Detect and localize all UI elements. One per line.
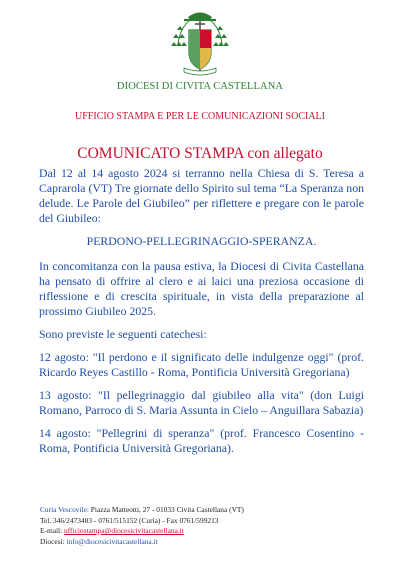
paragraph-day-12: 12 agosto: "Il perdono e il significato delle indulgenze oggi" (prof. Ricardo Reyes Castillo - Roma, Pontificia Università Gregoriana) <box>39 350 364 379</box>
footer-address-line <box>40 505 370 516</box>
email-label: E-mail: <box>40 526 63 535</box>
paragraph-day-13: 13 agosto: "Il pellegrinaggio dal giubileo alla vita" (don Luigi Romano, Parroco di S. Maria Assunta in Cielo – Anguillara Sabazia) <box>39 388 364 417</box>
episcopal-crest-icon <box>170 8 230 78</box>
diocesi-label: Diocesi: <box>40 536 65 546</box>
press-email-link[interactable]: ufficiostampa@diocesicivitacastellana.it <box>64 526 184 535</box>
paragraph-day-14: 14 agosto: "Pellegrini di speranza" (prof. Francesco Cosentino - Roma, Pontificia Università Gregoriana). <box>39 426 364 455</box>
diocese-name: DIOCESI DI CIVITA CASTELLANA <box>116 81 284 92</box>
curia-label: Curia Vescovile: <box>40 505 89 514</box>
curia-address: Piazza Matteotti, 27 - 01033 Civita Castellana (VT) <box>90 505 244 514</box>
office-name: UFFICIO STAMPA E PER LE COMUNICAZIONI SOCIALI <box>75 111 325 122</box>
footer-email-line <box>40 526 370 537</box>
document-title: COMUNICATO STAMPA con allegato <box>77 145 323 162</box>
paragraph-intro: Dal 12 al 14 agosto 2024 si terranno nella Chiesa di S. Teresa a Caprarola (VT) Tre giornate dello Spirito sul tema “La Speranza non delude. Le Parole del Giubileo” per riflettere e pregare con le parole del Giubileo: <box>39 166 364 225</box>
paragraph-catechesi-intro: Sono previste le seguenti catechesi: <box>39 327 207 341</box>
footer-contacts <box>40 505 370 547</box>
footer-phones: Tel. 346/2473483 - 0761/515152 (Curia) - Fax 0761/599213 <box>40 515 219 525</box>
paragraph-context: In concomitanza con la pausa estiva, la Diocesi di Civita Castellana ha pensato di offrire al clero e ai laici una preziosa occasione di riflessione e di crescita spirituale, in vista della preparazione al prossimo Giubileo 2025. <box>39 259 364 318</box>
document-body <box>39 166 364 464</box>
diocesi-email-link[interactable]: info@diocesicivitacastellana.it <box>66 536 158 546</box>
footer-diocesi-line <box>40 537 370 548</box>
paragraph-themes: PERDONO-PELLEGRINAGGIO-SPERANZA. <box>86 234 317 248</box>
